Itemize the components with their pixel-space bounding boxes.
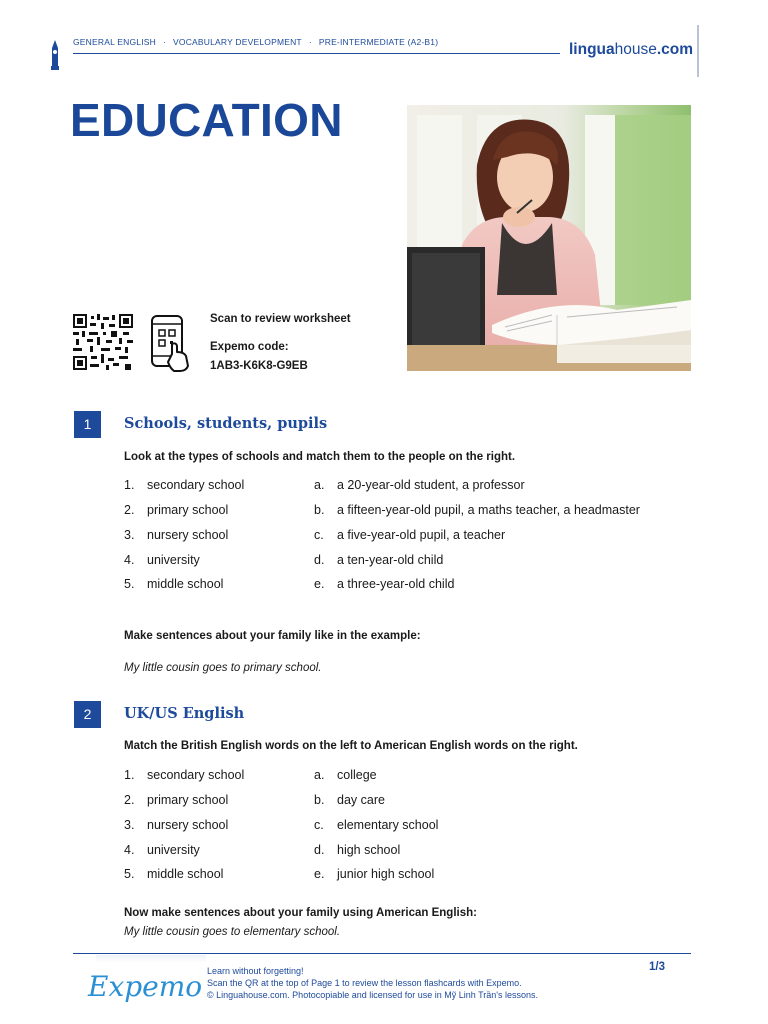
footer-tagline: Learn without forgetting! <box>207 966 304 976</box>
list-item: a. a 20-year-old student, a professor <box>314 478 525 492</box>
page-number: 1/3 <box>649 961 665 973</box>
list-item: c. elementary school <box>314 818 439 832</box>
list-item: 1. secondary school <box>124 478 245 492</box>
breadcrumb-item: VOCABULARY DEVELOPMENT <box>173 37 302 47</box>
header-divider <box>73 53 560 54</box>
list-item: 5. middle school <box>124 577 224 591</box>
footer-instructions: Scan the QR at the top of Page 1 to review the lesson flashcards with Expemo. <box>207 978 522 988</box>
qr-code[interactable] <box>73 314 133 370</box>
brand-divider <box>697 25 699 77</box>
scan-label: Scan to review worksheet <box>210 313 351 325</box>
phone-scan-icon <box>150 314 192 372</box>
list-item: b. day care <box>314 793 385 807</box>
list-item: b. a fifteen-year-old pupil, a maths teacher, a headmaster <box>314 503 640 517</box>
section-instruction: Make sentences about your family like in the example: <box>124 630 421 642</box>
list-item: c. a five-year-old pupil, a teacher <box>314 528 506 542</box>
breadcrumb-item: GENERAL ENGLISH <box>73 37 156 47</box>
section-instruction: Match the British English words on the left to American English words on the right. <box>124 740 578 752</box>
list-item: 2. primary school <box>124 503 229 517</box>
section-title: UK/US English <box>124 705 245 722</box>
expemo-code-value: 1AB3-K6K8-G9EB <box>210 360 308 372</box>
breadcrumb-item: PRE-INTERMEDIATE (A2-B1) <box>318 37 439 47</box>
list-item: e. a three-year-old child <box>314 577 455 591</box>
section-number: 1 <box>74 411 101 438</box>
list-item: 4. university <box>124 843 200 857</box>
section-number: 2 <box>74 701 101 728</box>
big-ben-icon <box>48 40 62 70</box>
svg-text:Expemo: Expemo <box>88 970 203 1003</box>
example-sentence: My little cousin goes to primary school. <box>124 662 322 674</box>
list-item: d. a ten-year-old child <box>314 553 444 567</box>
list-item: e. junior high school <box>314 867 435 881</box>
list-item: a. college <box>314 768 377 782</box>
brand-logo[interactable]: linguahouse.com <box>569 41 694 58</box>
expemo-code-label: Expemo code: <box>210 341 289 353</box>
page-title: EDUCATION <box>70 94 343 146</box>
list-item: 2. primary school <box>124 793 229 807</box>
list-item: d. high school <box>314 843 401 857</box>
list-item: 3. nursery school <box>124 818 229 832</box>
list-item: 1. secondary school <box>124 768 245 782</box>
list-item: 3. nursery school <box>124 528 229 542</box>
section-instruction: Now make sentences about your family using American English: <box>124 907 477 919</box>
list-item: 4. university <box>124 553 200 567</box>
section-instruction: Look at the types of schools and match them to the people on the right. <box>124 451 516 463</box>
example-sentence: My little cousin goes to elementary school. <box>124 926 341 938</box>
breadcrumb: GENERAL ENGLISH · VOCABULARY DEVELOPMENT · PRE-INTERMEDIATE (A2-B1) <box>73 37 439 47</box>
student-photo <box>407 105 691 371</box>
section-title: Schools, students, pupils <box>124 415 328 432</box>
expemo-logo[interactable] <box>88 962 203 1010</box>
list-item: 5. middle school <box>124 867 224 881</box>
footer-copyright: © Linguahouse.com. Photocopiable and licensed for use in Mỹ Linh Trần's lessons. <box>207 990 539 1000</box>
footer-divider <box>73 953 691 954</box>
